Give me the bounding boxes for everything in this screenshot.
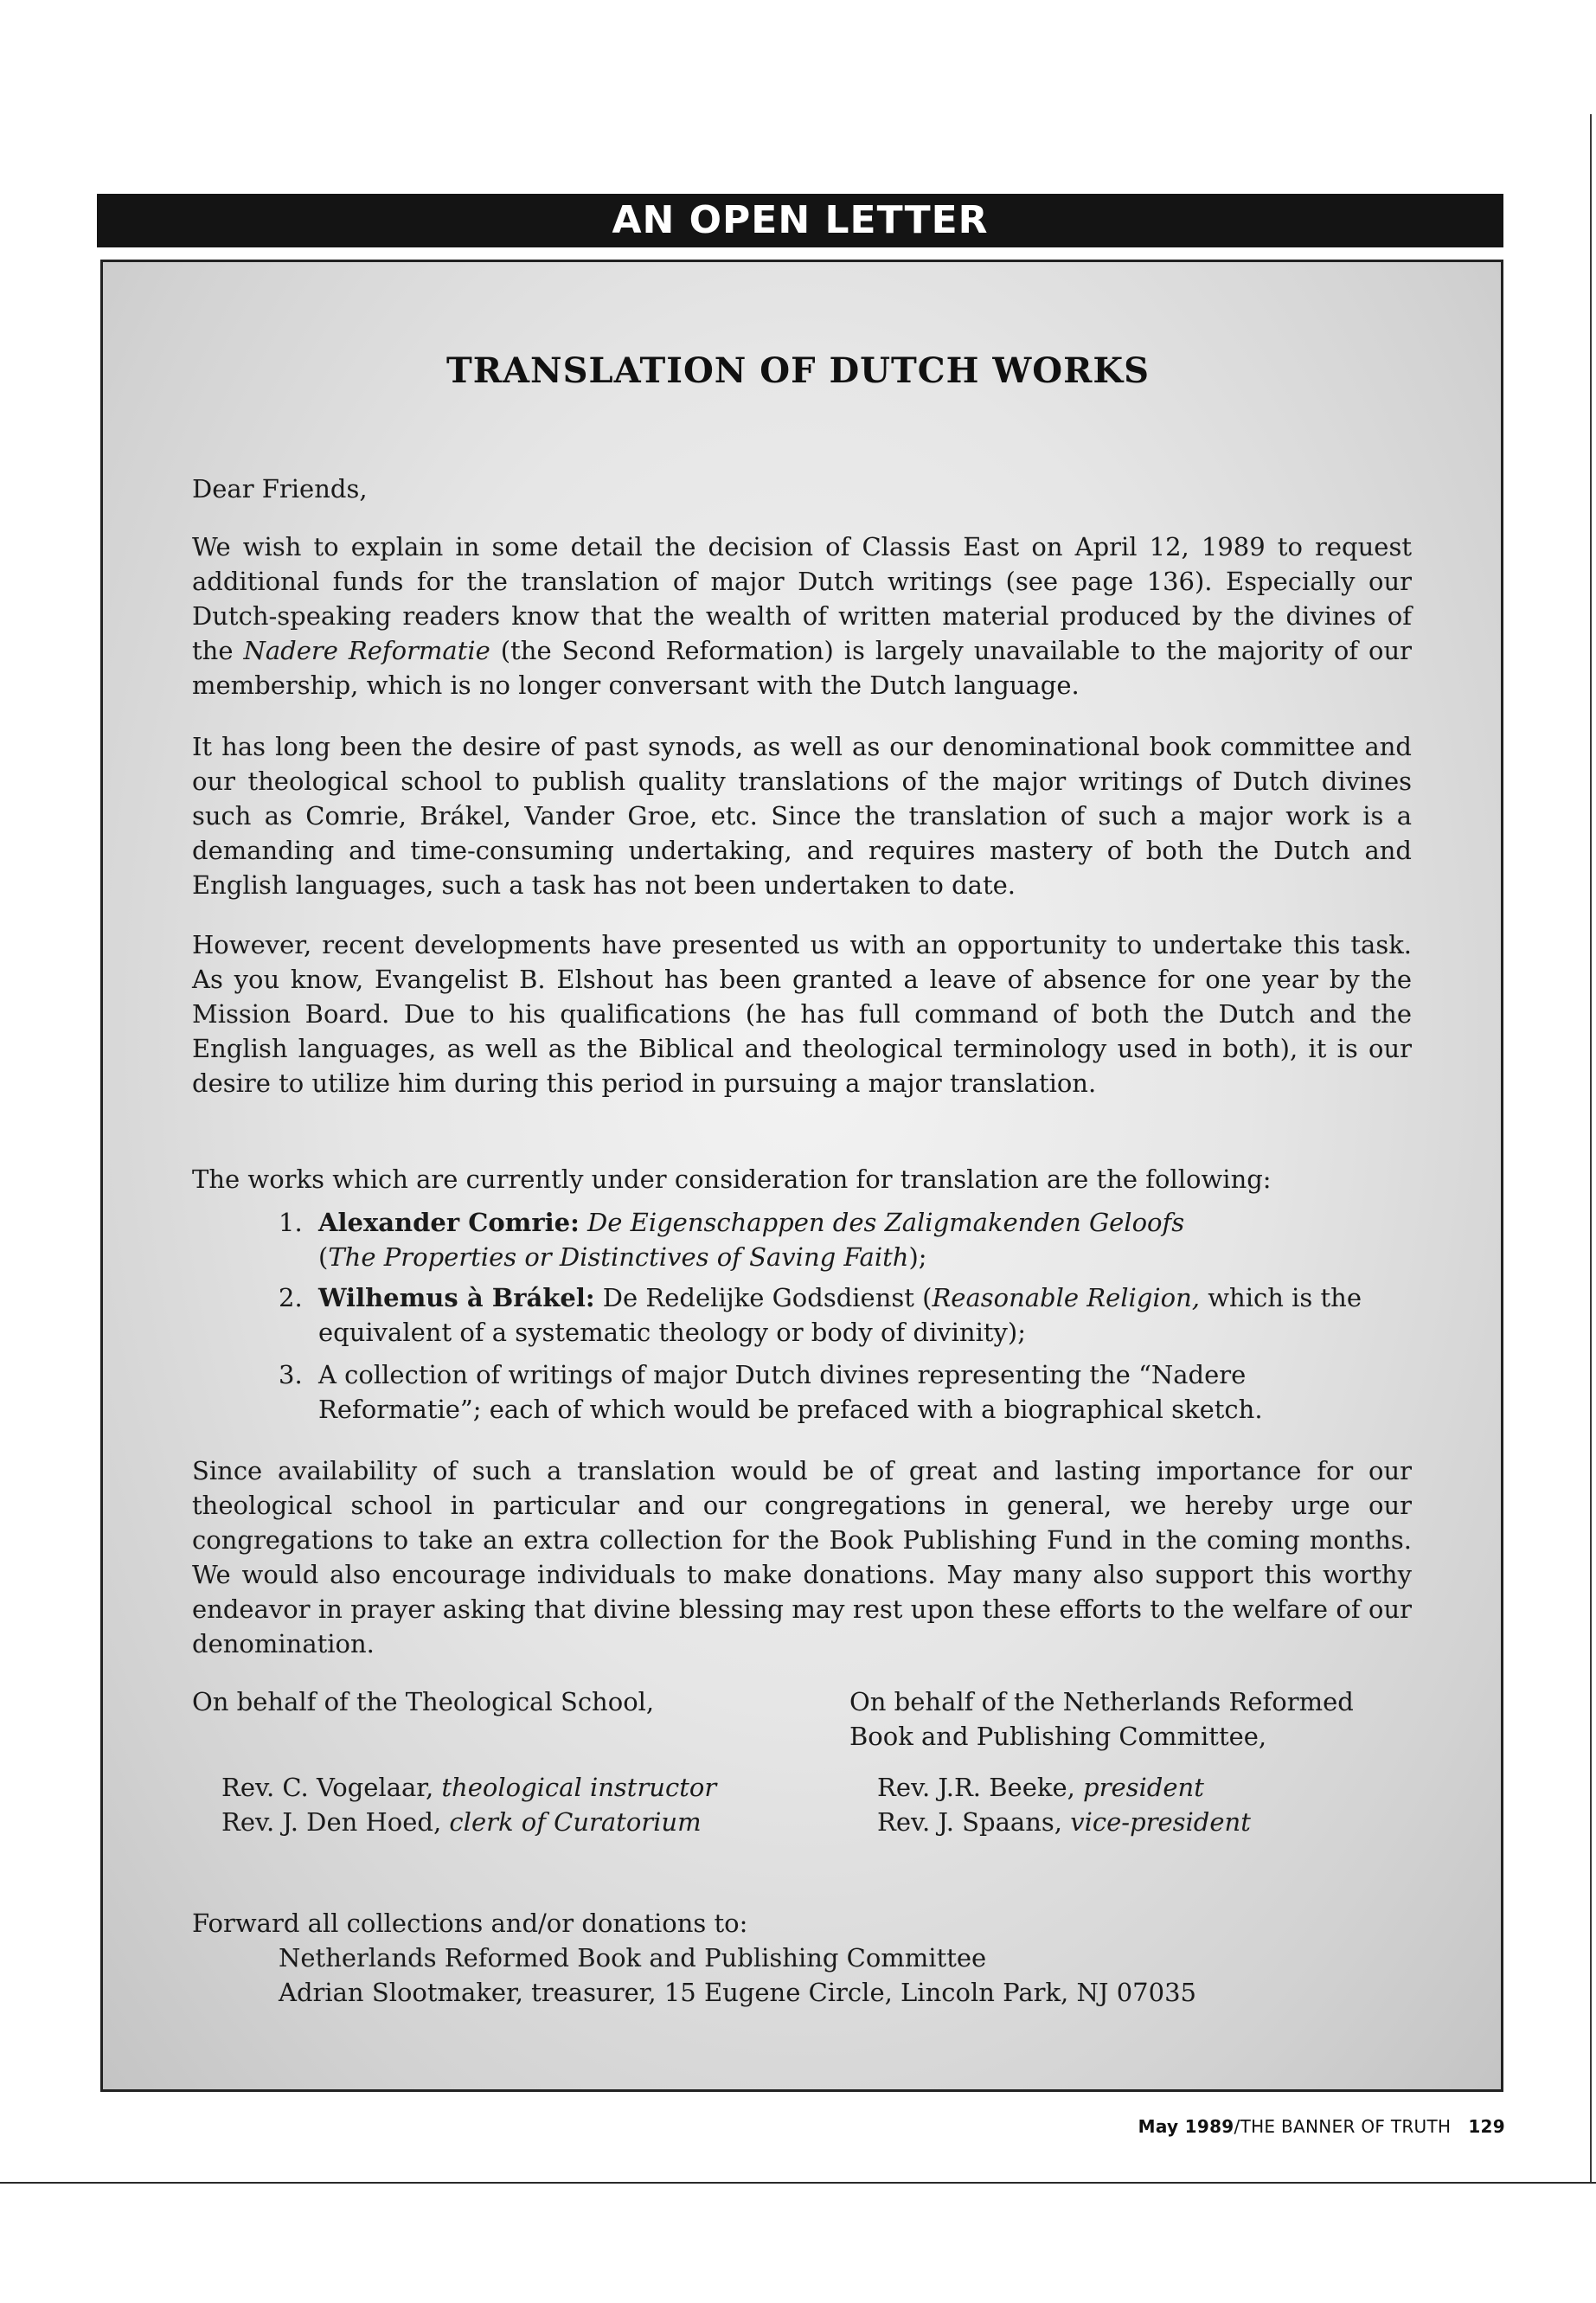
signatory-spaans	[877, 1805, 1251, 1839]
scan-bottom-margin	[0, 2182, 1596, 2303]
paragraph-2: It has long been the desire of past synods, as well as our denominational book committee and our theological school to publish quality translations of the major writings of Dutch divines such as Comrie, Brákel, Vander Groe, etc. Since the translation of such a major work is a demanding and time-consuming undertaking, and requires mastery of both the Dutch and English languages, such a task has not been undertaken to date.	[192, 732, 1412, 900]
list-item: A collection of writings of major Dutch divines representing the “Nadere Reformatie”; each of which would be prefaced with a biographical sketch.	[318, 1360, 1263, 1424]
paragraph-1-text-b: (the Second Reformation) is largely unavailable to the majority of our membership, which is no longer conversant with the Dutch language.	[192, 636, 1412, 700]
salutation: Dear Friends,	[192, 474, 368, 504]
signatory-role: vice-president	[1070, 1807, 1251, 1837]
signatory-name: Rev. C. Vogelaar,	[221, 1773, 442, 1802]
list-item-number: 3.	[279, 1360, 303, 1389]
paragraph-1	[192, 529, 1412, 702]
list-item-author: Alexander Comrie:	[318, 1208, 580, 1237]
section-banner: AN OPEN LETTER	[97, 194, 1503, 247]
list-item	[318, 1280, 1400, 1350]
signatory-role: clerk of Curatorium	[449, 1807, 702, 1837]
forward-address: Adrian Slootmaker, treasurer, 15 Eugene Circle, Lincoln Park, NJ 07035	[279, 1978, 1196, 2007]
list-item-number: 2.	[279, 1283, 303, 1312]
right-heading-line-2: Book and Publishing Committee,	[849, 1722, 1267, 1751]
list-item-number: 1.	[279, 1208, 303, 1237]
signatory-name: Rev. J. Spaans,	[877, 1807, 1071, 1837]
right-heading-line-1: On behalf of the Netherlands Reformed	[849, 1687, 1354, 1716]
list-item-work: De Redelijke Godsdienst (	[594, 1283, 933, 1312]
signatory-name: Rev. J.R. Beeke,	[877, 1773, 1084, 1802]
letter-title: TRANSLATION OF DUTCH WORKS	[446, 350, 1150, 391]
page-number: 129	[1468, 2116, 1505, 2137]
list-item-paren-close: );	[908, 1242, 927, 1272]
signatory-den-hoed	[221, 1805, 702, 1839]
paragraph-4: The works which are currently under consideration for translation are the following:	[192, 1164, 1272, 1194]
footer-date: May 1989	[1138, 2116, 1234, 2137]
paragraph-1-italic: Nadere Reformatie	[243, 636, 490, 665]
list-item-translation: Reasonable Religion,	[932, 1283, 1201, 1312]
list-item-description: which is the equivalent of a systematic theology or body of divinity);	[318, 1283, 1362, 1347]
signatory-role: president	[1083, 1773, 1204, 1802]
right-signatory-heading	[849, 1684, 1354, 1754]
signatory-vogelaar	[221, 1770, 716, 1805]
paragraph-3: However, recent developments have presented us with an opportunity to undertake this task. As you know, Evangelist B. Elshout has been granted a leave of absence for one year by the Mission Board. Due to his qualifications (he has full command of both the Dutch and the English languages, as well as the Biblical and theological terminology used in both), it is our desire to utilize him during this period in pursuing a major translation.	[192, 930, 1412, 1098]
list-item	[318, 1205, 1400, 1274]
footer-publication: THE BANNER OF TRUTH	[1240, 2116, 1452, 2137]
page-edge	[1590, 114, 1592, 2182]
forward-committee: Netherlands Reformed Book and Publishing Committee	[279, 1943, 987, 1973]
signatory-name: Rev. J. Den Hoed,	[221, 1807, 450, 1837]
footer-separator: /	[1234, 2116, 1240, 2137]
paragraph-5: Since availability of such a translation would be of great and lasting importance for our theological school in particular and our congregations in general, we hereby urge our congregations to take an extra collection for the Book Publishing Fund in the coming months. We would also encourage individuals to make donations. May many also support this worthy endeavor in prayer asking that divine blessing may rest upon these efforts to the welfare of our denomination.	[192, 1456, 1412, 1658]
page-footer	[1138, 2116, 1505, 2137]
scan-top-margin	[0, 0, 1596, 114]
list-item-translation: The Properties or Distinctives of Saving Faith	[328, 1242, 909, 1272]
signatory-beeke	[877, 1770, 1204, 1805]
left-signatory-heading: On behalf of the Theological School,	[192, 1687, 655, 1716]
list-item-work: De Eigenschappen des Zaligmakenden Geloofs	[579, 1208, 1185, 1237]
forward-label: Forward all collections and/or donations to:	[192, 1908, 748, 1938]
list-item-paren-open: (	[318, 1242, 329, 1272]
paragraph-1-text-a: We wish to explain in some detail the decision of Classis East on April 12, 1989 to request additional funds for the translation of major Dutch writings (see page 136). Especially our Dutch-speaking readers know that the wealth of written material produced by the divines of the	[192, 532, 1412, 665]
list-item-author: Wilhemus à Brákel:	[318, 1283, 595, 1312]
signatory-role: theological instructor	[441, 1773, 717, 1802]
